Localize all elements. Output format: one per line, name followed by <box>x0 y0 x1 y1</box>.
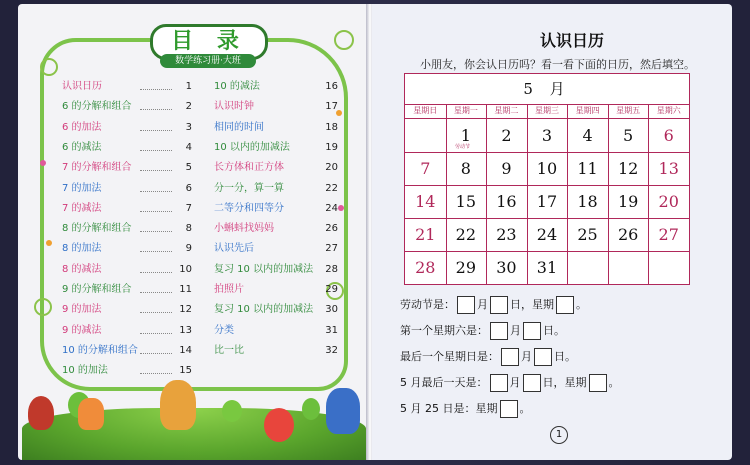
toc-entry <box>62 344 192 358</box>
toc-entry-label: 认识日历 <box>62 81 102 92</box>
toc-entry-label: 认识时钟 <box>214 101 254 113</box>
toc-entry-page: 29 <box>325 284 338 295</box>
toc-entry <box>62 161 192 175</box>
weekday-header: 星期四 <box>567 104 608 119</box>
toc-entry-page: 32 <box>325 344 338 356</box>
toc-leader-dots <box>140 312 172 313</box>
calendar-day: 27 <box>658 225 679 244</box>
calendar <box>404 73 690 285</box>
toc-entry-page: 6 <box>185 182 192 194</box>
toc-entry-page: 20 <box>325 162 338 174</box>
toc-entry-page: 22 <box>325 182 338 194</box>
calendar-day: 19 <box>617 192 639 211</box>
answer-box[interactable] <box>490 296 508 314</box>
toc-entry-page: 10 <box>179 263 192 275</box>
toc-entry-label: 10 的减法 <box>214 81 260 92</box>
toc-entry <box>214 121 338 135</box>
toc-entry-page: 15 <box>179 365 192 377</box>
fox-character <box>78 398 104 430</box>
toc-entry <box>214 324 338 338</box>
toc-entry-label: 6 的分解和组合 <box>62 101 132 113</box>
toc-entry-label: 10 的分解和组合 <box>62 344 138 356</box>
calendar-day: 1 <box>460 126 471 145</box>
toc-entry-label: 8 的减法 <box>62 263 102 275</box>
toc-entry <box>62 202 192 216</box>
girl-character <box>264 408 294 442</box>
question-text: 月 <box>510 324 521 337</box>
weekday-header: 星期五 <box>608 104 649 119</box>
question-1 <box>400 296 587 314</box>
question-text: 月 <box>477 298 488 311</box>
toc-entry <box>214 80 338 94</box>
toc-entry-page: 31 <box>325 324 338 336</box>
toc-entry-label: 小蝌蚪找妈妈 <box>214 223 274 235</box>
toc-entry-page: 11 <box>179 284 192 295</box>
tree-icon <box>222 400 242 422</box>
toc-entry <box>214 303 338 317</box>
toc-entry-label: 9 的加法 <box>62 304 102 316</box>
toc-entry <box>62 263 192 277</box>
toc-entry-label: 8 的分解和组合 <box>62 223 132 235</box>
calendar-day <box>567 251 608 284</box>
toc-leader-dots <box>140 150 172 151</box>
toc-entry-page: 13 <box>179 324 192 336</box>
calendar-day: 6 <box>663 126 674 145</box>
toc-entry-label: 10 以内的加减法 <box>214 141 290 153</box>
toc-entry-page: 30 <box>325 304 338 316</box>
dot-icon <box>46 240 52 246</box>
toc-entry-label: 相同的时间 <box>214 121 264 133</box>
toc-entry <box>214 202 338 216</box>
calendar-day: 22 <box>455 225 477 244</box>
question-text: 5 月 25 日是：星期 <box>400 402 498 415</box>
toc-leader-dots <box>140 130 172 131</box>
toc-entry <box>62 100 192 114</box>
toc-entry-page: 26 <box>325 223 338 235</box>
toc-entry-label: 分类 <box>214 324 234 336</box>
toc-leader-dots <box>140 170 172 171</box>
toc-entry-page: 14 <box>179 344 192 356</box>
calendar-day: 29 <box>455 258 477 277</box>
toc-entry-label: 认识先后 <box>214 243 254 255</box>
toc-leader-dots <box>140 89 172 90</box>
question-text: 5 月最后一天是： <box>400 376 488 389</box>
answer-box[interactable] <box>501 348 519 366</box>
question-text: 。 <box>576 298 587 311</box>
question-text: 最后一个星期日是： <box>400 350 499 363</box>
toc-entry-label: 6 的加法 <box>62 121 102 133</box>
toc-entry-page: 2 <box>185 101 192 113</box>
calendar-day: 8 <box>460 159 471 178</box>
toc-entry <box>62 303 192 317</box>
toc-leader-dots <box>140 353 172 354</box>
toc-entry <box>214 141 338 155</box>
swirl-icon <box>40 58 58 76</box>
toc-entry <box>214 242 338 256</box>
answer-box[interactable] <box>457 296 475 314</box>
toc-subtitle: 数学练习册·大班 <box>160 54 256 68</box>
ladybug-character <box>28 396 54 430</box>
answer-box[interactable] <box>490 322 508 340</box>
toc-entry-page: 24 <box>325 202 338 214</box>
dot-icon <box>338 205 344 211</box>
toc-entry <box>214 283 338 297</box>
instruction-text: 小朋友，你会认日历吗？看一看下面的日历，然后填空。 <box>420 58 695 71</box>
toc-entry <box>62 364 192 378</box>
toc-entry-label: 长方体和正方体 <box>214 162 284 174</box>
toc-entry-page: 17 <box>325 101 338 113</box>
holiday-tag: 劳动节 <box>455 144 471 150</box>
answer-box[interactable] <box>523 322 541 340</box>
toc-entry-page: 19 <box>325 141 338 153</box>
answer-box[interactable] <box>556 296 574 314</box>
toc-entry <box>214 161 338 175</box>
calendar-day: 21 <box>415 225 436 244</box>
toc-leader-dots <box>140 251 172 252</box>
calendar-day: 18 <box>577 192 598 211</box>
toc-entry <box>214 344 338 358</box>
calendar-month: 5 月 <box>405 74 689 105</box>
calendar-day: 25 <box>577 225 598 244</box>
toc-entry-label: 7 的减法 <box>62 202 102 214</box>
weekday-header: 星期三 <box>527 104 568 119</box>
dot-icon <box>40 160 46 166</box>
question-4 <box>400 374 620 392</box>
toc-entry-page: 9 <box>185 243 192 255</box>
answer-box[interactable] <box>490 374 508 392</box>
answer-box[interactable] <box>589 374 607 392</box>
calendar-day: 11 <box>577 159 598 178</box>
toc-entry <box>62 222 192 236</box>
calendar-day: 9 <box>501 159 512 178</box>
question-text: 日。 <box>543 324 565 337</box>
question-text: 日。 <box>554 350 576 363</box>
calendar-day: 28 <box>415 258 436 277</box>
weekday-header: 星期二 <box>486 104 527 119</box>
toc-entry <box>62 141 192 155</box>
toc-entry-page: 3 <box>185 121 192 133</box>
toc-leader-dots <box>140 191 172 192</box>
calendar-day: 5 <box>623 126 634 145</box>
question-text: 月 <box>509 376 521 389</box>
toc-entry <box>62 324 192 338</box>
question-text: 日，星期 <box>542 376 587 389</box>
toc-entry <box>62 242 192 256</box>
toc-entry <box>62 121 192 135</box>
toc-entry <box>214 100 338 114</box>
toc-entry-label: 7 的分解和组合 <box>62 162 132 174</box>
toc-entry-label: 9 的分解和组合 <box>62 284 132 295</box>
question-text: 日，星期 <box>510 298 554 311</box>
toc-entry <box>214 222 338 236</box>
toc-entry-page: 4 <box>185 141 192 153</box>
tree-icon <box>302 398 320 420</box>
toc-entry-label: 拍照片 <box>214 284 244 295</box>
toc-entry <box>62 182 192 196</box>
toc-entry-label: 分一分，算一算 <box>214 182 284 194</box>
toc-entry-label: 比一比 <box>214 344 244 356</box>
question-text: 。 <box>519 402 531 415</box>
toc-entry-label: 二等分和四等分 <box>214 202 284 214</box>
answer-box[interactable] <box>534 348 552 366</box>
calendar-day: 31 <box>536 258 558 277</box>
calendar-day: 24 <box>536 225 558 244</box>
calendar-day: 3 <box>541 126 553 145</box>
toc-leader-dots <box>140 272 172 273</box>
calendar-day <box>405 119 446 152</box>
weekday-header: 星期一 <box>446 104 487 119</box>
question-text: 。 <box>608 376 620 389</box>
answer-box[interactable] <box>523 374 541 392</box>
elephant-character <box>326 388 360 434</box>
toc-entry-page: 5 <box>185 162 192 174</box>
toc-leader-dots <box>140 292 172 293</box>
calendar-day: 26 <box>617 225 639 244</box>
calendar-day <box>608 251 649 284</box>
toc-entry-label: 9 的减法 <box>62 324 102 336</box>
calendar-day: 4 <box>582 126 593 145</box>
toc-entry-label: 复习 10 以内的加减法 <box>214 304 314 316</box>
weekday-header: 星期日 <box>405 104 446 119</box>
weekday-header: 星期六 <box>648 104 689 119</box>
toc-entry <box>62 80 192 94</box>
calendar-day: 7 <box>420 159 431 178</box>
question-text: 劳动节是： <box>400 298 455 311</box>
toc-leader-dots <box>140 373 172 374</box>
calendar-day: 13 <box>658 159 679 178</box>
toc-entry-page: 16 <box>325 81 338 92</box>
calendar-day <box>648 251 689 284</box>
toc-entry <box>62 283 192 297</box>
toc-entry-page: 18 <box>325 121 338 133</box>
toc-entry <box>214 263 338 277</box>
question-2 <box>400 322 565 340</box>
toc-title: 目 录 <box>171 29 247 54</box>
calendar-day: 20 <box>658 192 679 211</box>
calendar-day: 23 <box>496 225 517 244</box>
toc-entry <box>214 182 338 196</box>
toc-entry-label: 6 的减法 <box>62 141 102 153</box>
answer-box[interactable] <box>500 400 518 418</box>
toc-entry-page: 7 <box>185 202 192 214</box>
toc-entry-page: 12 <box>179 304 192 316</box>
toc-leader-dots <box>140 109 172 110</box>
page-title: 认识日历 <box>540 31 605 50</box>
toc-entry-label: 复习 10 以内的加减法 <box>214 263 314 275</box>
calendar-day: 16 <box>496 192 517 211</box>
question-3 <box>400 348 576 366</box>
toc-entry-page: 28 <box>325 263 338 275</box>
calendar-day: 10 <box>536 159 558 178</box>
question-text: 第一个星期六是： <box>400 324 488 337</box>
toc-entry-page: 27 <box>325 243 338 255</box>
toc-entry-label: 8 的加法 <box>62 243 102 255</box>
calendar-day: 17 <box>536 192 558 211</box>
toc-leader-dots <box>140 211 172 212</box>
page-number: 1 <box>550 426 568 444</box>
toc-entry-page: 8 <box>185 223 192 235</box>
calendar-day: 2 <box>501 126 512 145</box>
toc-entry-label: 7 的加法 <box>62 182 102 194</box>
calendar-day: 14 <box>415 192 436 211</box>
toc-entry-page: 1 <box>185 81 192 92</box>
calendar-day: 30 <box>496 258 517 277</box>
toc-leader-dots <box>140 333 172 334</box>
question-text: 月 <box>521 350 532 363</box>
swirl-icon <box>334 30 354 50</box>
question-5 <box>400 400 531 418</box>
calendar-day: 15 <box>455 192 477 211</box>
bear-character <box>160 380 196 430</box>
toc-entry-label: 10 的加法 <box>62 365 108 377</box>
swirl-icon <box>34 298 52 316</box>
toc-leader-dots <box>140 231 172 232</box>
calendar-day: 12 <box>617 159 639 178</box>
